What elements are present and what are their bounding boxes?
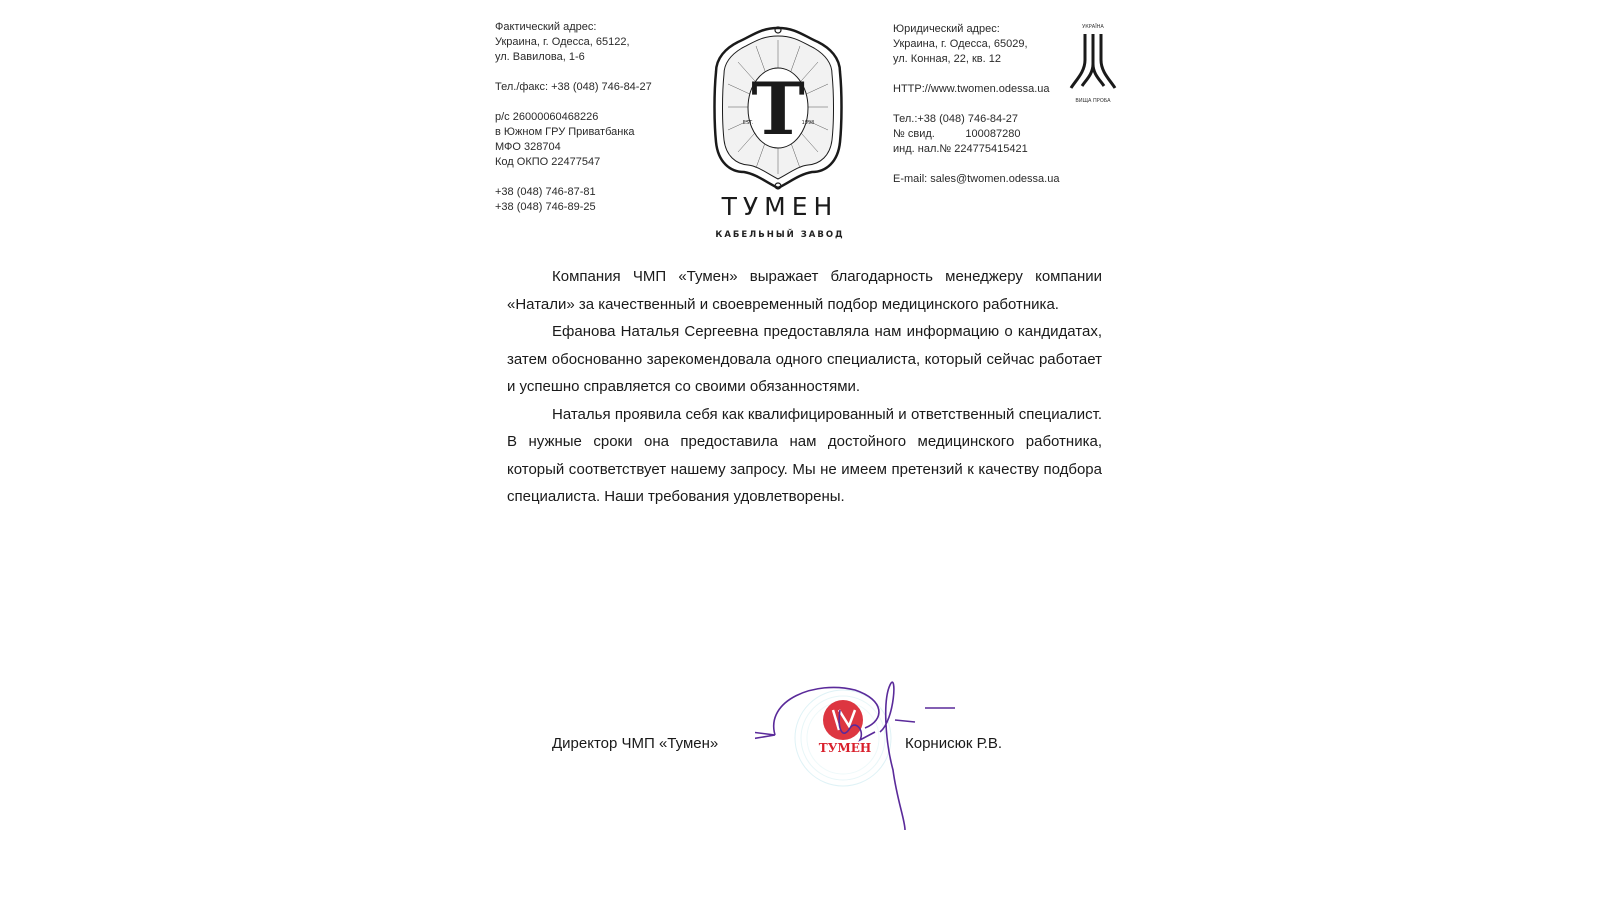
legal-address-label: Юридический адрес:	[893, 23, 1000, 35]
logo-est-right: 1998	[801, 120, 815, 126]
letterhead-left	[495, 20, 652, 215]
hallmark-icon	[1068, 22, 1118, 107]
okpo-code: Код ОКПО 22477547	[495, 156, 601, 168]
signatory-title: Директор ЧМП «Тумен»	[552, 735, 719, 752]
paragraph-1: Компания ЧМП «Тумен» выражает благодарность менеджеру компании «Натали» за качественный и своевременный подбор медицинского работника.	[507, 268, 1102, 313]
logo-letter: Т	[751, 66, 805, 151]
paragraph-3: Наталья проявила себя как квалифицированный и ответственный специалист. В нужные сроки она предоставила нам достойного медицинского работника, который соответствует нашему запросу. Мы не имеем претензий к качеству подбора специалиста. Наши требования удовлетворены.	[507, 405, 1102, 505]
legal-address-line1: Украина, г. Одесса, 65029,	[893, 38, 1028, 50]
phone-fax: Тел./факс: +38 (048) 746-84-27	[495, 81, 652, 93]
legal-address-line2: ул. Конная, 22, кв. 12	[893, 53, 1002, 65]
hallmark-bottom-text: ВИЩА ПРОБА	[1075, 98, 1111, 104]
company-subtitle: КАБЕЛЬНЫЙ ЗАВОД	[715, 230, 845, 240]
email: E-mail: sales@twomen.odessa.ua	[893, 173, 1060, 185]
paragraph-2: Ефанова Наталья Сергеевна предоставляла нам информацию о кандидатах, затем обоснованно зарекомендовала одного специалиста, который сейчас работает и успешно справляется со своими обязанностями.	[507, 323, 1102, 395]
actual-address-label: Фактический адрес:	[495, 21, 597, 33]
bank-mfo: МФО 328704	[495, 141, 561, 153]
actual-address-line2: ул. Вавилова, 1-6	[495, 51, 585, 63]
phone-3: +38 (048) 746-89-25	[495, 201, 596, 213]
signatory-name: Корнисюк Р.В.	[905, 735, 1003, 752]
actual-address-line1: Украина, г. Одесса, 65122,	[495, 36, 630, 48]
company-stamp	[755, 680, 1005, 840]
phone: Тел.:+38 (048) 746-84-27	[893, 113, 1018, 125]
certificate-number: № свид. 100087280	[893, 128, 1021, 140]
bank-account: р/с 26000060468226	[495, 111, 599, 123]
logo-est-left: EST.	[742, 120, 754, 126]
hallmark-top-text: УКРАЇНА	[1082, 24, 1104, 30]
website: HTTP://www.twomen.odessa.ua	[893, 83, 1050, 95]
letter-body	[507, 263, 1102, 511]
letterhead-right	[893, 22, 1059, 187]
stamp-text: ТУМЕН	[818, 741, 872, 755]
company-name: ТУМЕН	[721, 192, 839, 221]
phone-2: +38 (048) 746-87-81	[495, 186, 596, 198]
bank-name: в Южном ГРУ Приватбанка	[495, 126, 635, 138]
tax-number: инд. нал.№ 224775415421	[893, 143, 1028, 155]
